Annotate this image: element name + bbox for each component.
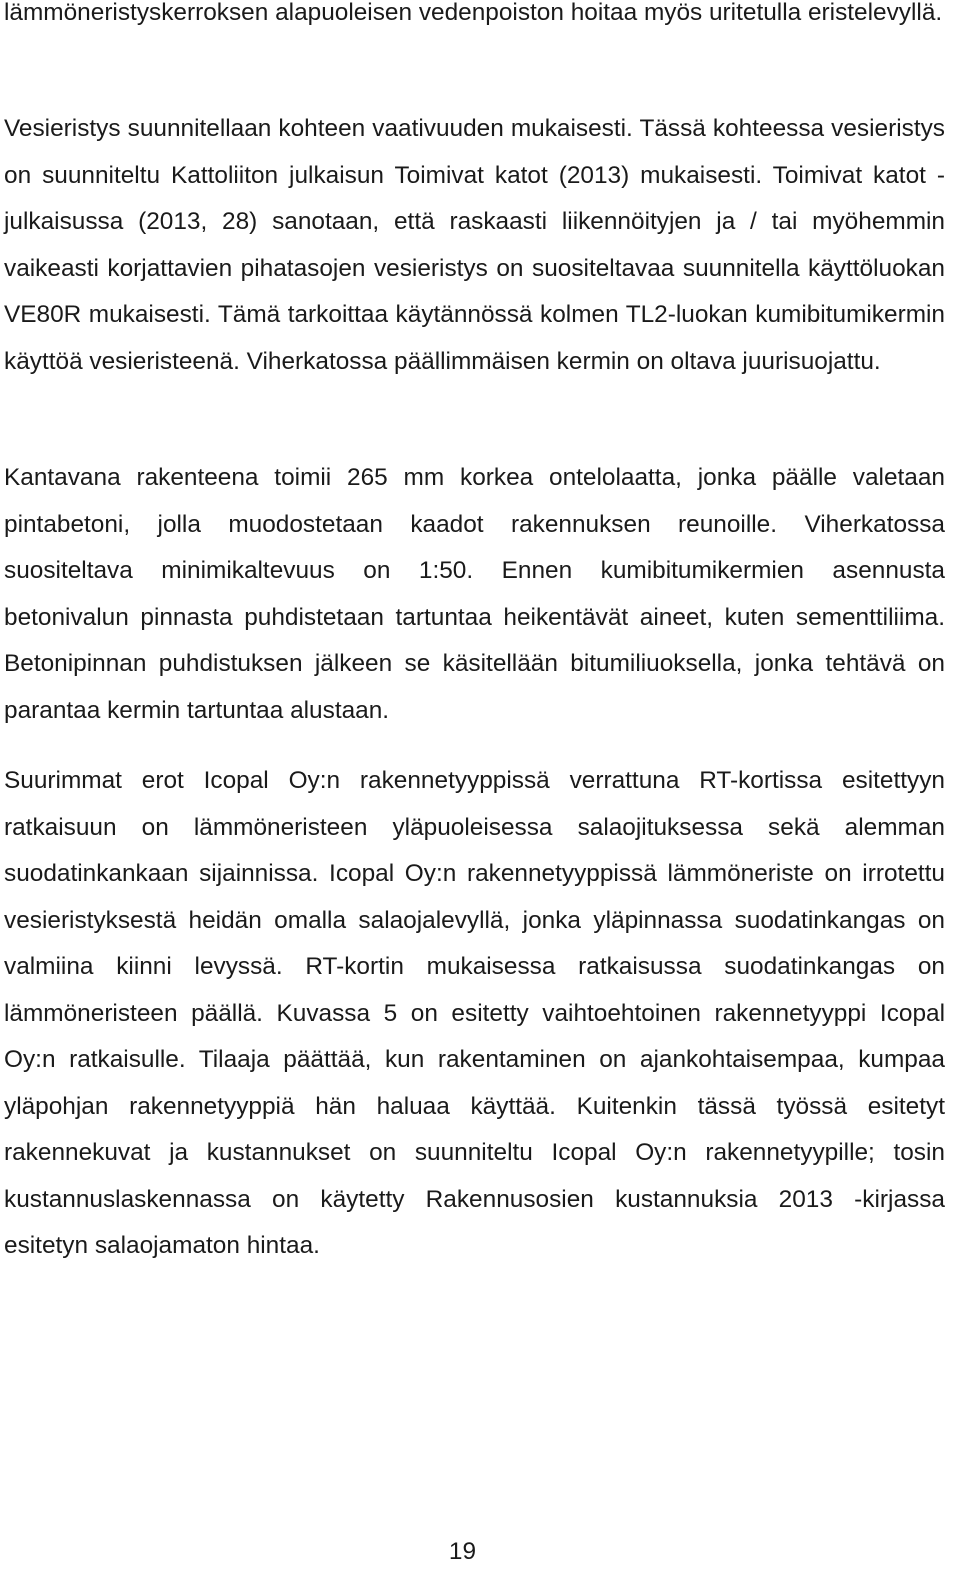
paragraph-waterproofing: Vesieristys suunnitellaan kohteen vaativuuden mukaisesti. Tässä kohteessa vesieristys on suunniteltu Kattoliiton julkaisun Toimivat katot (2013) mukaisesti. Toimivat katot -julkaisussa (2013, 28) sanotaan, että raskaasti liikennöityjen ja / tai myöhemmin vaikeasti korjattavien pihatasojen vesieristys on suositeltavaa suunnitella käyttöluokan VE80R mukaisesti. Tämä tarkoittaa käytännössä kolmen TL2-luokan kumibitumikermin käyttöä vesieristeenä. Viherkatossa päällimmäisen kermin on oltava juurisuojattu.	[4, 115, 945, 375]
page-number: 19	[448, 1538, 477, 1565]
paragraph-drainage: lämmöneristyskerroksen alapuoleisen vedenpoiston hoitaa myös uritetulla eristelevyllä.	[4, 0, 943, 26]
paragraph-icopal-differences: Suurimmat erot Icopal Oy:n rakennetyyppissä verrattuna RT-kortissa esitettyyn ratkaisuun on lämmöneristeen yläpuoleisessa salaojituksessa sekä alemman suodatinkankaan sijainnissa. Icopal Oy:n rakennetyyppissä lämmöneriste on irrotettu vesieristyksestä heidän omalla salaojalevyllä, jonka yläpinnassa suodatinkangas on valmiina kiinni levyssä. RT-kortin mukaisessa ratkaisussa suodatinkangas on lämmöneristeen päällä. Kuvassa 5 on esitetty vaihtoehtoinen rakennetyyppi Icopal Oy:n ratkaisulle. Tilaaja päättää, kun rakentaminen on ajankohtaisempaa, kumpaa yläpohjan rakennetyyppiä hän haluaa käyttää. Kuitenkin tässä työssä esitetyt rakennekuvat ja kustannukset on suunniteltu Icopal Oy:n rakennetyypille; tosin kustannuslaskennassa on käytetty Rakennusosien kustannuksia 2013 -kirjassa esitetyn salaojamaton hintaa.	[4, 767, 945, 1259]
paragraph-load-bearing-structure: Kantavana rakenteena toimii 265 mm korkea ontelolaatta, jonka päälle valetaan pintabetoni, jolla muodostetaan kaadot rakennuksen reunoille. Viherkatossa suositeltava minimikaltevuus on 1:50. Ennen kumibitumikermien asennusta betonivalun pinnasta puhdistetaan tartuntaa heikentävät aineet, kuten sementtiliima. Betonipinnan puhdistuksen jälkeen se käsitellään bitumiliuoksella, jonka tehtävä on parantaa kermin tartuntaa alustaan.	[4, 464, 945, 724]
